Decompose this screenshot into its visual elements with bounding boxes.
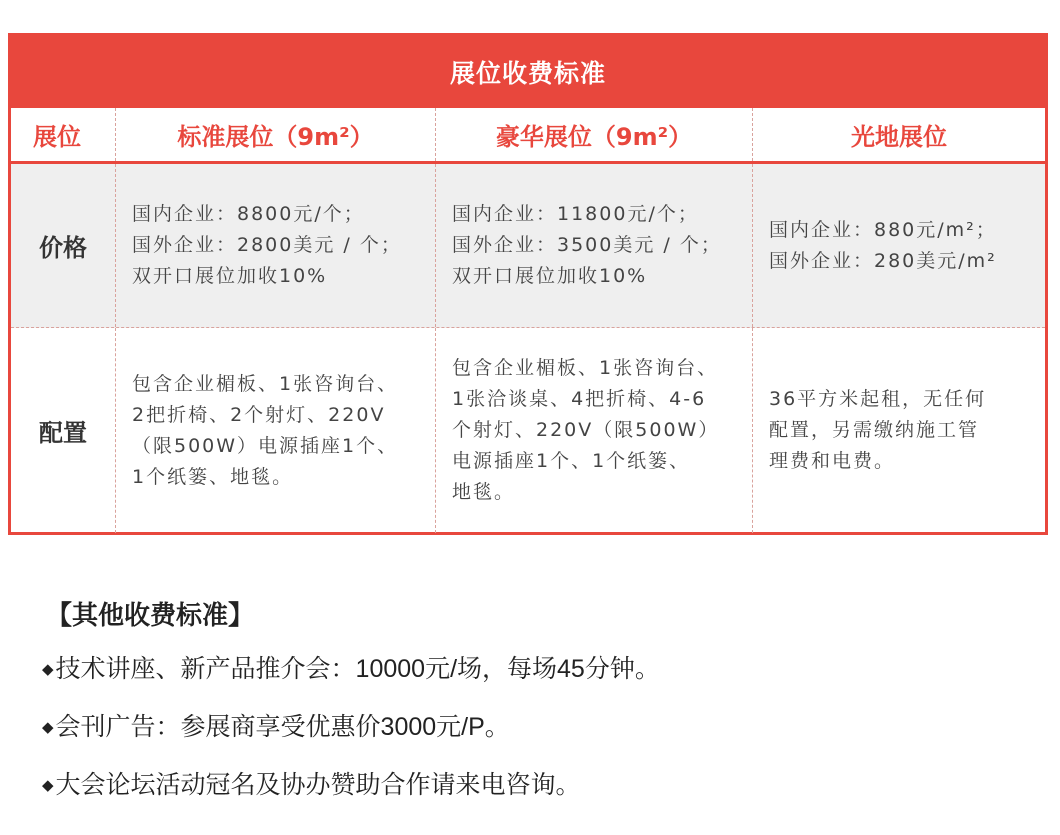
diamond-bullet-icon: ◆ [42, 719, 54, 736]
cell-text-line: 国外企业：3500美元 / 个； [452, 234, 722, 256]
other-fee-text: 技术讲座、新产品推介会：10000元/场，每场45分钟。 [55, 655, 660, 683]
cell-text-line: 国外企业：2800美元 / 个； [132, 234, 402, 256]
other-fee-item [42, 698, 1036, 756]
cell-text-line: （限500W）电源插座1个、 [132, 434, 399, 457]
config-luxury [436, 328, 753, 533]
diamond-bullet-icon: ◆ [42, 661, 54, 678]
cell-text-line: 包含企业楣板、1张咨询台、 [132, 372, 399, 395]
cell-text-line: 国内企业：11800元/个； [452, 203, 699, 225]
diamond-bullet-icon: ◆ [42, 777, 54, 794]
other-fee-item [42, 756, 1036, 814]
price-luxury [436, 164, 753, 327]
cell-text-line: 配置，另需缴纳施工管 [769, 419, 980, 441]
table-header-row [11, 108, 1045, 164]
cell-text-line: 1张洽谈桌、4把折椅、4-6 [452, 388, 707, 410]
cell-text-line: 1个纸篓、地毯。 [132, 465, 294, 488]
cell-text-line: 个射灯、220V（限500W） [452, 419, 720, 441]
other-fee-item [42, 640, 1036, 698]
header-standard-booth: 标准展位（9m²） [116, 108, 436, 161]
cell-text-line: 国内企业：880元/m²； [769, 218, 997, 241]
cell-text-line: 36平方米起租，无任何 [769, 388, 987, 410]
price-raw-space [753, 164, 1045, 327]
other-fee-text: 大会论坛活动冠名及协办赞助合作请来电咨询。 [55, 771, 581, 799]
config-label: 配置 [11, 328, 116, 533]
header-raw-space: 光地展位 [851, 123, 947, 151]
cell-text-line: 双开口展位加收10% [132, 265, 328, 287]
price-row [11, 164, 1045, 328]
header-luxury-booth: 豪华展位（9m²） [436, 108, 753, 161]
price-label: 价格 [11, 164, 116, 327]
config-raw-space [753, 328, 1045, 533]
other-fee-text: 会刊广告：参展商享受优惠价3000元/P。 [55, 713, 510, 741]
cell-text-line: 理费和电费。 [769, 450, 896, 472]
cell-text-line: 国外企业：280美元/m² [769, 249, 997, 272]
other-fees-title: 【其他收费标准】 [46, 600, 255, 630]
config-row [11, 328, 1045, 533]
cell-text-line: 国内企业：8800元/个； [132, 203, 365, 225]
header-booth: 展位 [11, 108, 116, 161]
cell-text-line: 双开口展位加收10% [452, 265, 648, 287]
price-standard [116, 164, 436, 327]
table-title: 展位收费标准 [11, 36, 1045, 108]
other-fees-section [42, 590, 1036, 814]
cell-text-line: 电源插座1个、1个纸篓、 [452, 450, 691, 472]
config-standard [116, 328, 436, 533]
cell-text-line: 2把折椅、2个射灯、220V [132, 403, 386, 426]
cell-text-line: 地毯。 [452, 481, 516, 503]
booth-fee-table [8, 33, 1048, 535]
cell-text-line: 包含企业楣板、1张咨询台、 [452, 357, 719, 379]
